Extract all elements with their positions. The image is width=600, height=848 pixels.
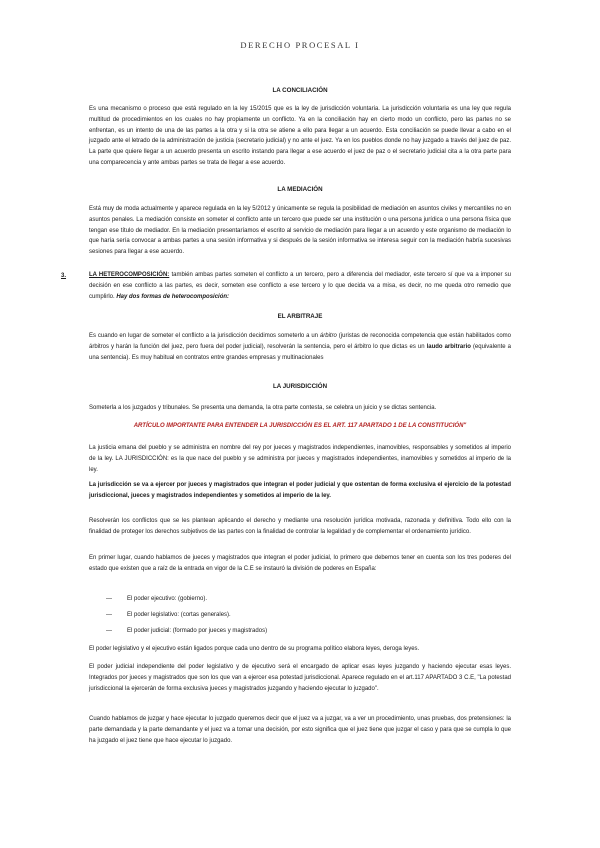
paragraph-mediacion: Está muy de moda actualmente y aparece regulada en la ley 5/2012 y únicamente se regula la posibilidad de mediación en asuntos civiles y mercantiles no en asuntos penales. La mediación consiste en someter el conflicto ante un tercero que puede ser una institución o una persona jurídica o una persona física que tengan ese título de mediador. En la mediación presentaríamos el escrito al servicio de mediación para llegar a un acuerdo y este organismo de mediación lo que haría sería convocar a ambas partes a una sesión informativa y si después de la sesión informativa se interesa seguir con la mediación habría sucesivas sesiones para llegar a ese acuerdo.: [89, 206, 511, 256]
list-item-text: El poder judicial: (formado por jueces y magistrados): [127, 628, 268, 634]
dash-bullet: —: [106, 612, 112, 618]
list-item-text: El poder ejecutivo: (gobierno).: [127, 596, 208, 602]
term-laudo: laudo arbitrario: [426, 343, 471, 350]
section-title-mediacion: LA MEDIACIÓN: [277, 186, 323, 193]
term-arbitro: árbitro: [319, 333, 337, 339]
section-title-conciliacion: LA CONCILIACIÓN: [272, 87, 328, 94]
section-title-arbitraje: EL ARBITRAJE: [277, 313, 323, 320]
page-header: DERECHO PROCESAL I: [240, 40, 360, 50]
paragraph-jurisdiccion-3: Resolverán los conflictos que se les plantean aplicando el derecho y mediante una resolución jurídica motivada, razonada y definitiva. Todo ello con la finalidad de proteger los derechos subjetivos de las partes con la finalidad de controlar la legalidad y de complementar el ordenamiento jurídico.: [89, 518, 511, 535]
paragraph-jurisdiccion-2: La jurisdicción se va a ejercer por jueces y magistrados que integran el poder judicial y que ostentan de forma exclusiva el ejercicio de la potestad jurisdiccional, jueces y magistrados independientes y sometidos al imperio de la ley.: [89, 482, 511, 499]
heterocomposicion-emphasis: Hay dos formas de heterocomposición:: [116, 293, 230, 300]
dash-bullet: —: [106, 628, 112, 634]
paragraph-jurisdiccion-1: La justicia emana del pueblo y se administra en nombre del rey por jueces y magistrados independientes, inamovibles, responsables y sometidos al imperio de la ley. LA JURISDICCIÓN: es la que nace del pueblo y se administra por jueces y magistrados independientes, inamovibles y sometidos al imperio de la ley.: [89, 445, 511, 473]
arbitraje-text-c: (equivalente a una sentencia). Es muy habitual en contratos entre grandes empresas y multinacionales: [89, 343, 511, 361]
paragraph-jurisdiccion-4: En primer lugar, cuando hablamos de jueces y magistrados que integran el poder judicial, lo primero que debemos tener en cuenta son los tres poderes del estado que existen que a raíz de la entrada en vigor de la C.E se instauró la división de poderes en España:: [89, 555, 511, 572]
highlight-article-117: ARTÍCULO IMPORTANTE PARA ENTENDER LA JURISDICCIÓN ES EL ART. 117 APARTADO 1 DE LA CONSTITUCIÓN": [133, 423, 467, 429]
heterocomposicion-text: también ambas partes someten el conflicto a un tercero, pero a diferencia del mediador, este tercero sí que va a imponer su decisión en ese conflicto a las partes, es decir, someten ese conflicto a ese tercero y lo que decida va a misa, es decir, no me queda otro remedio que cumplirlo.: [89, 272, 511, 300]
list-item-text: El poder legislativo: (cortas generales).: [127, 612, 231, 618]
arbitraje-text-a: Es cuando en lugar de someter el conflicto a la jurisdicción decidimos someterlo a un: [89, 333, 320, 339]
section-title-jurisdiccion: LA JURISDICCIÓN: [272, 383, 328, 390]
heterocomposicion-heading: LA HETEROCOMPOSICIÓN:: [89, 272, 170, 278]
paragraph-conciliacion: Es una mecanismo o proceso que está regulado en la ley 15/2015 que es la ley de jurisdicción voluntaria. La jurisdicción voluntaria es una ley que regula multitud de procedimientos en los cuales no hay propiamente un conflicto. Ya en la conciliación hay en cierto modo un conflicto, pero las partes no se enfrentan, es un intento de una de las partes a la otra y si la otra se atiene a ello para llegar a un acuerdo. Esta conciliación se puede llevar a cabo en el juzgado ante el letrado de la administración de justicia (secretario judicial) y no ante el juez. Ya en los pueblos donde no hay juzgado a través del juez de paz. La parte que quiere llegar a un acuerdo presenta un escrito instando para llegar a ese acuerdo el juez de paz o el secretario judicial cita a la otra parte para una comparecencia y ante ambas partes se trata de llegar a ese acuerdo.: [89, 106, 511, 166]
paragraph-jurisdiccion-intro: Someterla a los juzgados y tribunales. Se presenta una demanda, la otra parte contesta, se celebra un juicio y se dictas sentencia.: [89, 405, 437, 411]
paragraph-jurisdiccion-6: El poder judicial independiente del poder legislativo y de ejecutivo será el encargado de aplicar esas leyes juzgando y haciendo ejecutar esas leyes. Integrados por jueces y magistrados que son los que van a ejercer esa potestad jurisdiccional. Aparece regulado en el art.117 APARTADO 3 C.E, "La potestad jurisdiccional la ejercerán de forma exclusiva jueces y magistrados juzgando y haciendo ejecutar lo juzgado".: [89, 664, 511, 692]
paragraph-jurisdiccion-7: Cuando hablamos de juzgar y hace ejecutar lo juzgado queremos decir que el juez va a juzgar, va a ver un procedimiento, unas pruebas, dos pretensiones: la parte demandada y la parte demandante y el juez va a tomar una decisión, por esto significa que el juez tiene que juzgar el caso y para que se cumpla lo que ha juzgado el juez tiene que hace ejecutar lo juzgado.: [89, 716, 511, 744]
arbitraje-text-b: (juristas de reconocida competencia que están habilitados como árbitros y harán la función del juez, pero fuera del poder judicial), resolverán la sentencia, pero el árbitro lo que dictas es un: [89, 333, 511, 350]
list-number: 3.: [61, 273, 67, 279]
paragraph-jurisdiccion-5: El poder legislativo y el ejecutivo están ligados porque cada uno dentro de su programa político elabora leyes, deroga leyes.: [89, 646, 420, 652]
paragraph-heterocomposicion: [89, 270, 511, 302]
dash-bullet: —: [106, 596, 112, 602]
paragraph-arbitraje: [89, 331, 511, 363]
